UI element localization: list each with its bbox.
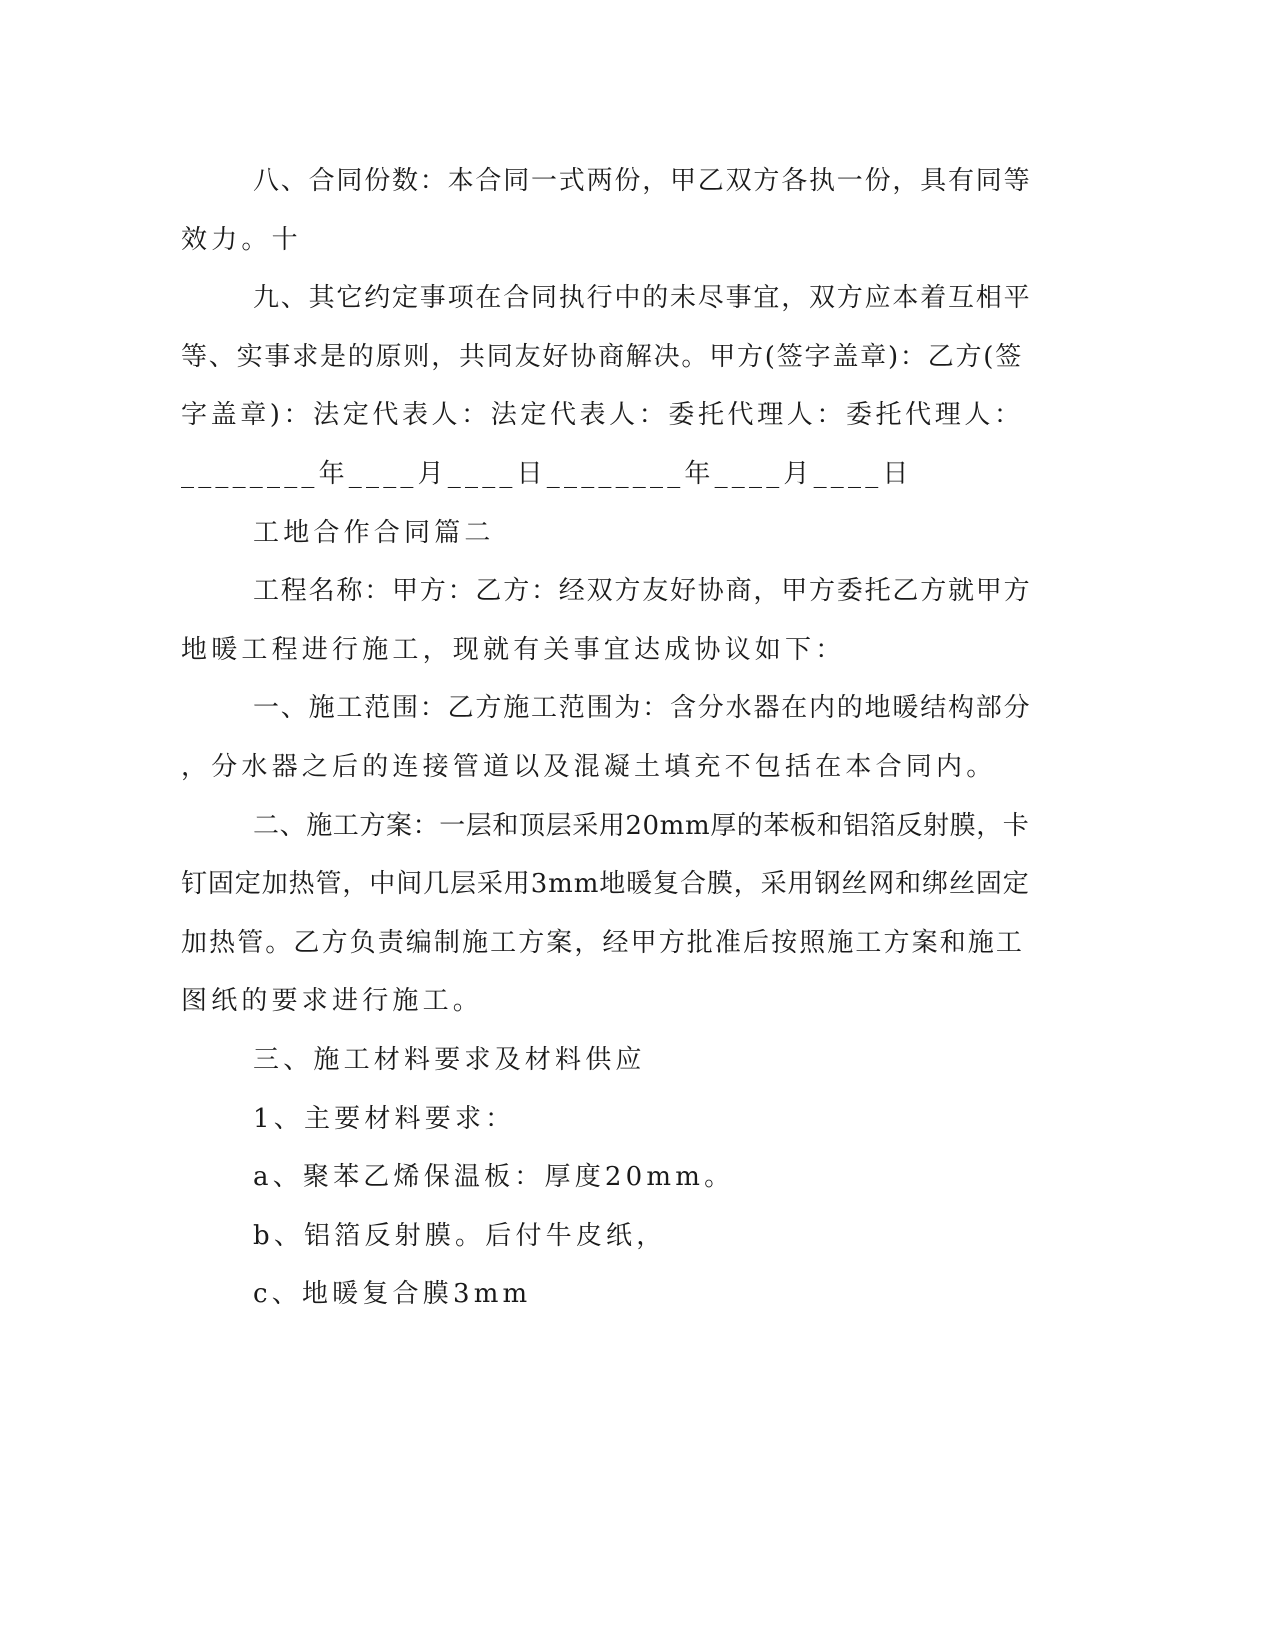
clause-2-line-1: 二、施工方案：一层和顶层采用20mm厚的苯板和铝箔反射膜，卡 <box>253 810 1030 841</box>
clause-1-line-2: ，分水器之后的连接管道以及混凝土填充不包括在本合同内。 <box>181 751 997 782</box>
para-9-line-2: 等、实事求是的原则，共同友好协商解决。甲方(签字盖章)：乙方(签 <box>181 341 1024 372</box>
para-9-line-1: 九、其它约定事项在合同执行中的未尽事宜，双方应本着互相平 <box>253 283 1032 314</box>
clause-3-heading: 三、施工材料要求及材料供应 <box>253 1044 646 1075</box>
clause-2-line-3: 加热管。乙方负责编制施工方案，经甲方批准后按照施工方案和施工 <box>181 927 1025 958</box>
clause-2-line-2: 钉固定加热管，中间几层采用3mm地暖复合膜，采用钢丝网和绑丝固定 <box>181 869 1030 900</box>
para-8-line-2: 效力。十 <box>181 224 302 255</box>
material-item-c: c、地暖复合膜3mm <box>253 1279 532 1310</box>
clause-2-line-4: 图纸的要求进行施工。 <box>181 986 484 1017</box>
material-item-a: a、聚苯乙烯保温板：厚度20mm。 <box>253 1162 735 1193</box>
clause-1-line-1: 一、施工范围：乙方施工范围为：含分水器在内的地暖结构部分 <box>253 693 1032 724</box>
intro-line-1: 工程名称：甲方：乙方：经双方友好协商，甲方委托乙方就甲方 <box>253 576 1032 607</box>
material-item-b: b、铝箔反射膜。后付牛皮纸， <box>253 1220 667 1251</box>
material-req-heading: 1、主要材料要求： <box>253 1103 516 1134</box>
section-heading: 工地合作合同篇二 <box>253 517 495 548</box>
signature-date-line: ________年____月____日________年____月____日 <box>181 458 913 489</box>
para-9-line-3: 字盖章)：法定代表人：法定代表人：委托代理人：委托代理人： <box>181 400 1024 431</box>
para-8-line-1: 八、合同份数：本合同一式两份，甲乙双方各执一份，具有同等 <box>253 166 1032 196</box>
document-page <box>181 152 1031 1324</box>
intro-line-2: 地暖工程进行施工，现就有关事宜达成协议如下： <box>181 634 846 665</box>
